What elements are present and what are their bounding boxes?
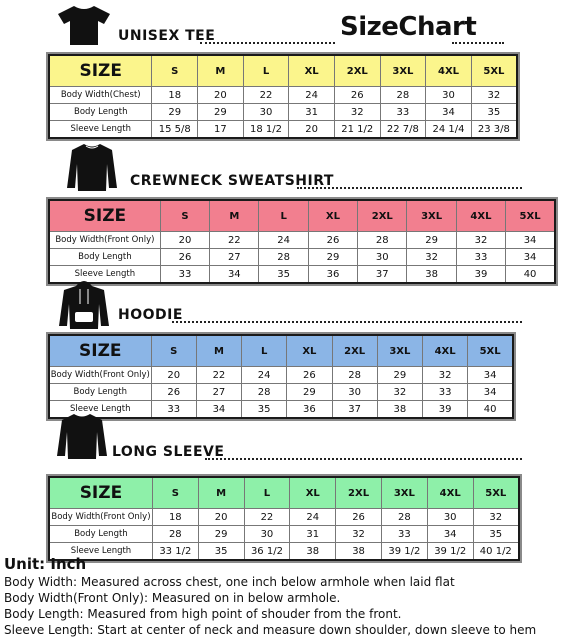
measurement-cell: 22: [243, 87, 289, 104]
row-label: Body Width(Front Only): [49, 367, 151, 384]
long-sleeve-icon: [56, 412, 108, 460]
measurement-cell: 39 1/2: [427, 543, 473, 561]
measurement-cell: 34: [210, 266, 259, 284]
measurement-cell: 33: [160, 266, 209, 284]
table-header-row: [49, 55, 517, 87]
measurement-cell: 32: [422, 367, 467, 384]
size-column-header: L: [243, 55, 289, 87]
size-column-header: XL: [308, 200, 357, 232]
row-label: Sleeve Length: [49, 121, 152, 139]
measurement-cell: 27: [196, 384, 241, 401]
table-row: [49, 121, 517, 139]
measurement-cell: 30: [426, 87, 472, 104]
measurement-cell: 33: [151, 401, 196, 419]
measurement-cell: 32: [473, 509, 519, 526]
measurement-cell: 34: [196, 401, 241, 419]
hoodie-icon: [58, 280, 110, 330]
size-column-header: 2XL: [336, 477, 382, 509]
measurement-cell: 18 1/2: [243, 121, 289, 139]
measurement-cell: 28: [259, 249, 308, 266]
size-column-header: M: [198, 477, 244, 509]
measurement-cell: 35: [471, 104, 517, 121]
size-column-header: 3XL: [380, 55, 426, 87]
measurement-cell: 29: [198, 526, 244, 543]
size-header-cell: SIZE: [49, 335, 151, 367]
size-column-header: S: [160, 200, 209, 232]
measurement-cell: 33: [380, 104, 426, 121]
size-column-header: S: [152, 477, 198, 509]
measurement-cell: 38: [377, 401, 422, 419]
section-title: UNISEX TEE: [118, 28, 216, 44]
measurement-cell: 40: [506, 266, 555, 284]
measurement-cell: 32: [456, 232, 505, 249]
table-row: [49, 104, 517, 121]
measurement-cell: 21 1/2: [334, 121, 380, 139]
table-header-row: [49, 477, 519, 509]
row-label: Body Width(Front Only): [49, 232, 160, 249]
table-row: [49, 509, 519, 526]
size-column-header: 3XL: [407, 200, 456, 232]
size-column-header: M: [198, 55, 244, 87]
chart-title: SizeChart: [340, 12, 477, 42]
measurement-cell: 22 7/8: [380, 121, 426, 139]
measurement-cell: 17: [198, 121, 244, 139]
note-body-width-front: Body Width(Front Only): Measured on in below armhole.: [4, 591, 341, 605]
measurement-cell: 29: [377, 367, 422, 384]
size-column-header: 4XL: [422, 335, 467, 367]
measurement-cell: 24: [289, 87, 335, 104]
measurement-cell: 29: [152, 104, 198, 121]
size-column-header: 5XL: [473, 477, 519, 509]
measurement-cell: 26: [336, 509, 382, 526]
table-row: [49, 401, 513, 419]
row-label: Body Length: [49, 104, 152, 121]
size-column-header: XL: [289, 55, 335, 87]
row-label: Body Length: [49, 249, 160, 266]
measurement-cell: 38: [290, 543, 336, 561]
measurement-cell: 34: [506, 249, 555, 266]
table-row: [49, 526, 519, 543]
measurement-cell: 30: [244, 526, 290, 543]
measurement-cell: 34: [426, 104, 472, 121]
row-label: Body Width(Chest): [49, 87, 152, 104]
measurement-cell: 34: [468, 384, 513, 401]
measurement-cell: 22: [210, 232, 259, 249]
measurement-cell: 32: [336, 526, 382, 543]
dotted-leader: [205, 458, 522, 460]
size-column-header: 5XL: [468, 335, 513, 367]
measurement-cell: 20: [151, 367, 196, 384]
measurement-cell: 35: [473, 526, 519, 543]
table-row: [49, 367, 513, 384]
measurement-cell: 26: [160, 249, 209, 266]
size-column-header: 4XL: [456, 200, 505, 232]
size-table-long-sleeve: [48, 476, 520, 561]
measurement-cell: 26: [287, 367, 332, 384]
measurement-cell: 39: [422, 401, 467, 419]
measurement-cell: 38: [407, 266, 456, 284]
measurement-cell: 40: [468, 401, 513, 419]
size-column-header: L: [242, 335, 287, 367]
measurement-cell: 32: [334, 104, 380, 121]
measurement-cell: 26: [151, 384, 196, 401]
measurement-cell: 32: [407, 249, 456, 266]
row-label: Sleeve Length: [49, 266, 160, 284]
row-label: Body Width(Front Only): [49, 509, 152, 526]
measurement-cell: 22: [196, 367, 241, 384]
measurement-cell: 33: [381, 526, 427, 543]
measurement-cell: 40 1/2: [473, 543, 519, 561]
measurement-cell: 34: [468, 367, 513, 384]
size-column-header: 4XL: [426, 55, 472, 87]
measurement-cell: 24: [242, 367, 287, 384]
measurement-cell: 37: [332, 401, 377, 419]
row-label: Sleeve Length: [49, 543, 152, 561]
table-header-row: [49, 200, 555, 232]
measurement-cell: 31: [289, 104, 335, 121]
size-header-cell: SIZE: [49, 477, 152, 509]
measurement-cell: 35: [259, 266, 308, 284]
measurement-cell: 33: [422, 384, 467, 401]
size-column-header: 3XL: [381, 477, 427, 509]
measurement-cell: 35: [198, 543, 244, 561]
dotted-leader: [297, 187, 522, 189]
row-label: Sleeve Length: [49, 401, 151, 419]
measurement-cell: 31: [290, 526, 336, 543]
measurement-cell: 36 1/2: [244, 543, 290, 561]
size-column-header: M: [210, 200, 259, 232]
size-column-header: 4XL: [427, 477, 473, 509]
measurement-cell: 29: [407, 232, 456, 249]
measurement-cell: 28: [242, 384, 287, 401]
table-row: [49, 232, 555, 249]
note-sleeve-length: Sleeve Length: Start at center of neck and measure down shoulder, down sleeve to hem: [4, 623, 537, 637]
section-title: LONG SLEEVE: [112, 444, 225, 460]
measurement-cell: 26: [308, 232, 357, 249]
measurement-cell: 33 1/2: [152, 543, 198, 561]
measurement-cell: 15 5/8: [152, 121, 198, 139]
size-column-header: 5XL: [471, 55, 517, 87]
measurement-cell: 27: [210, 249, 259, 266]
measurement-cell: 30: [243, 104, 289, 121]
note-body-width: Body Width: Measured across chest, one inch below armhole when laid flat: [4, 575, 455, 589]
note-body-length: Body Length: Measured from high point of shouder from the front.: [4, 607, 402, 621]
unit-label: Unit: Inch: [4, 555, 87, 573]
measurement-cell: 18: [152, 509, 198, 526]
size-column-header: XL: [290, 477, 336, 509]
size-column-header: XL: [287, 335, 332, 367]
size-column-header: 2XL: [358, 200, 407, 232]
measurement-cell: 28: [152, 526, 198, 543]
size-header-cell: SIZE: [49, 200, 160, 232]
size-column-header: S: [152, 55, 198, 87]
row-label: Body Length: [49, 384, 151, 401]
size-column-header: 2XL: [334, 55, 380, 87]
section-title: CREWNECK SWEATSHIRT: [130, 173, 334, 189]
measurement-cell: 26: [334, 87, 380, 104]
size-table-hoodie: [48, 334, 514, 419]
table-row: [49, 384, 513, 401]
table-row: [49, 87, 517, 104]
row-label: Body Length: [49, 526, 152, 543]
measurement-cell: 34: [506, 232, 555, 249]
measurement-cell: 23 3/8: [471, 121, 517, 139]
size-column-header: 2XL: [332, 335, 377, 367]
table-row: [49, 543, 519, 561]
measurement-cell: 30: [427, 509, 473, 526]
measurement-cell: 33: [456, 249, 505, 266]
size-table-crewneck-sweatshirt: [48, 199, 556, 284]
measurement-cell: 20: [160, 232, 209, 249]
section-title: HOODIE: [118, 307, 183, 323]
size-header-cell: SIZE: [49, 55, 152, 87]
size-column-header: 5XL: [506, 200, 555, 232]
size-column-header: L: [244, 477, 290, 509]
dotted-leader: [452, 42, 504, 44]
table-row: [49, 249, 555, 266]
measurement-cell: 32: [377, 384, 422, 401]
measurement-cell: 24 1/4: [426, 121, 472, 139]
measurement-cell: 28: [332, 367, 377, 384]
measurement-cell: 22: [244, 509, 290, 526]
measurement-cell: 20: [198, 509, 244, 526]
measurement-cell: 34: [427, 526, 473, 543]
measurement-cell: 20: [198, 87, 244, 104]
measurement-cell: 36: [287, 401, 332, 419]
measurement-cell: 39: [456, 266, 505, 284]
measurement-cell: 29: [198, 104, 244, 121]
measurement-cell: 30: [358, 249, 407, 266]
measurement-cell: 39 1/2: [381, 543, 427, 561]
table-row: [49, 266, 555, 284]
dotted-leader: [200, 42, 335, 44]
size-column-header: M: [196, 335, 241, 367]
measurement-cell: 24: [290, 509, 336, 526]
measurement-cell: 29: [287, 384, 332, 401]
measurement-cell: 35: [242, 401, 287, 419]
measurement-cell: 30: [332, 384, 377, 401]
table-header-row: [49, 335, 513, 367]
measurement-cell: 37: [358, 266, 407, 284]
measurement-cell: 28: [381, 509, 427, 526]
measurement-cell: 29: [308, 249, 357, 266]
size-column-header: S: [151, 335, 196, 367]
measurement-cell: 32: [471, 87, 517, 104]
size-column-header: 3XL: [377, 335, 422, 367]
tshirt-icon: [56, 4, 112, 46]
measurement-cell: 24: [259, 232, 308, 249]
measurement-cell: 36: [308, 266, 357, 284]
sweatshirt-icon: [66, 142, 118, 192]
measurement-cell: 38: [336, 543, 382, 561]
size-column-header: L: [259, 200, 308, 232]
measurement-cell: 28: [358, 232, 407, 249]
measurement-cell: 28: [380, 87, 426, 104]
size-table-unisex-tee: [48, 54, 518, 139]
measurement-cell: 20: [289, 121, 335, 139]
dotted-leader: [172, 321, 522, 323]
measurement-cell: 18: [152, 87, 198, 104]
